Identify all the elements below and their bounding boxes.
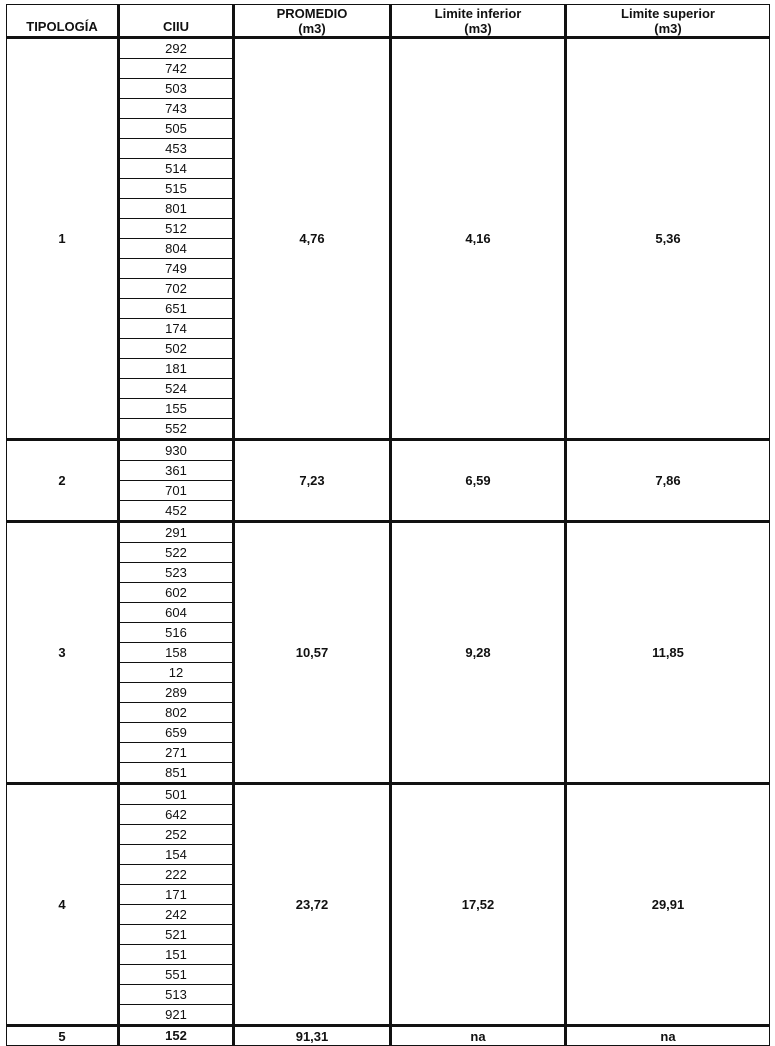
ciiu-cell: 512 — [119, 219, 234, 239]
ciiu-cell: 289 — [119, 683, 234, 703]
header-promedio-unit: (m3) — [298, 21, 326, 36]
ciiu-cell: 802 — [119, 703, 234, 723]
ciiu-cell: 604 — [119, 603, 234, 623]
header-inferior-unit: (m3) — [464, 21, 492, 36]
promedio-cell: 91,31 — [234, 1026, 391, 1046]
ciiu-cell: 291 — [119, 522, 234, 543]
superior-cell: na — [566, 1026, 770, 1046]
ciiu-cell: 181 — [119, 359, 234, 379]
ciiu-cell: 505 — [119, 119, 234, 139]
tipologia-cell: 5 — [7, 1026, 119, 1046]
table-row — [7, 440, 770, 461]
ciiu-cell: 155 — [119, 399, 234, 419]
table-row — [7, 784, 770, 805]
table-row — [7, 522, 770, 543]
header-row — [7, 5, 770, 38]
ciiu-cell: 292 — [119, 38, 234, 59]
ciiu-cell: 453 — [119, 139, 234, 159]
ciiu-cell: 503 — [119, 79, 234, 99]
header-inferior — [391, 5, 566, 38]
ciiu-cell: 502 — [119, 339, 234, 359]
ciiu-cell: 930 — [119, 440, 234, 461]
inferior-cell: na — [391, 1026, 566, 1046]
ciiu-cell: 743 — [119, 99, 234, 119]
ciiu-cell: 152 — [119, 1026, 234, 1046]
ciiu-cell: 174 — [119, 319, 234, 339]
superior-cell: 11,85 — [566, 522, 770, 784]
ciiu-cell: 242 — [119, 905, 234, 925]
ciiu-cell: 552 — [119, 419, 234, 440]
header-promedio — [234, 5, 391, 38]
header-tipologia: TIPOLOGÍA — [7, 5, 119, 38]
ciiu-cell: 702 — [119, 279, 234, 299]
ciiu-cell: 742 — [119, 59, 234, 79]
ciiu-cell: 524 — [119, 379, 234, 399]
ciiu-cell: 551 — [119, 965, 234, 985]
tipologia-cell: 2 — [7, 440, 119, 522]
header-ciiu: CIIU — [119, 5, 234, 38]
ciiu-cell: 501 — [119, 784, 234, 805]
ciiu-cell: 171 — [119, 885, 234, 905]
ciiu-cell: 801 — [119, 199, 234, 219]
ciiu-cell: 252 — [119, 825, 234, 845]
header-superior-label: Limite superior — [621, 6, 715, 21]
ciiu-cell: 361 — [119, 461, 234, 481]
ciiu-cell: 651 — [119, 299, 234, 319]
ciiu-cell: 521 — [119, 925, 234, 945]
ciiu-cell: 749 — [119, 259, 234, 279]
ciiu-cell: 12 — [119, 663, 234, 683]
ciiu-cell: 851 — [119, 763, 234, 784]
superior-cell: 29,91 — [566, 784, 770, 1026]
promedio-cell: 23,72 — [234, 784, 391, 1026]
ciiu-cell: 921 — [119, 1005, 234, 1026]
ciiu-cell: 804 — [119, 239, 234, 259]
ciiu-cell: 516 — [119, 623, 234, 643]
ciiu-cell: 602 — [119, 583, 234, 603]
inferior-cell: 17,52 — [391, 784, 566, 1026]
ciiu-cell: 513 — [119, 985, 234, 1005]
promedio-cell: 10,57 — [234, 522, 391, 784]
ciiu-cell: 659 — [119, 723, 234, 743]
tipologia-cell: 1 — [7, 38, 119, 440]
table-body — [7, 38, 770, 1046]
tipologia-cell: 4 — [7, 784, 119, 1026]
promedio-cell: 4,76 — [234, 38, 391, 440]
header-inferior-label: Limite inferior — [434, 6, 522, 21]
table-row — [7, 38, 770, 59]
ciiu-cell: 151 — [119, 945, 234, 965]
header-promedio-label: PROMEDIO — [276, 6, 348, 21]
inferior-cell: 6,59 — [391, 440, 566, 522]
ciiu-cell: 701 — [119, 481, 234, 501]
inferior-cell: 9,28 — [391, 522, 566, 784]
header-superior — [566, 5, 770, 38]
superior-cell: 5,36 — [566, 38, 770, 440]
tipologia-cell: 3 — [7, 522, 119, 784]
ciiu-cell: 452 — [119, 501, 234, 522]
ciiu-cell: 523 — [119, 563, 234, 583]
inferior-cell: 4,16 — [391, 38, 566, 440]
ciiu-cell: 522 — [119, 543, 234, 563]
ciiu-cell: 154 — [119, 845, 234, 865]
ciiu-cell: 515 — [119, 179, 234, 199]
table-row — [7, 1026, 770, 1046]
ciiu-cell: 642 — [119, 805, 234, 825]
ciiu-cell: 222 — [119, 865, 234, 885]
volume-table — [6, 4, 770, 1046]
header-superior-unit: (m3) — [654, 21, 682, 36]
promedio-cell: 7,23 — [234, 440, 391, 522]
ciiu-cell: 514 — [119, 159, 234, 179]
ciiu-cell: 158 — [119, 643, 234, 663]
ciiu-cell: 271 — [119, 743, 234, 763]
superior-cell: 7,86 — [566, 440, 770, 522]
